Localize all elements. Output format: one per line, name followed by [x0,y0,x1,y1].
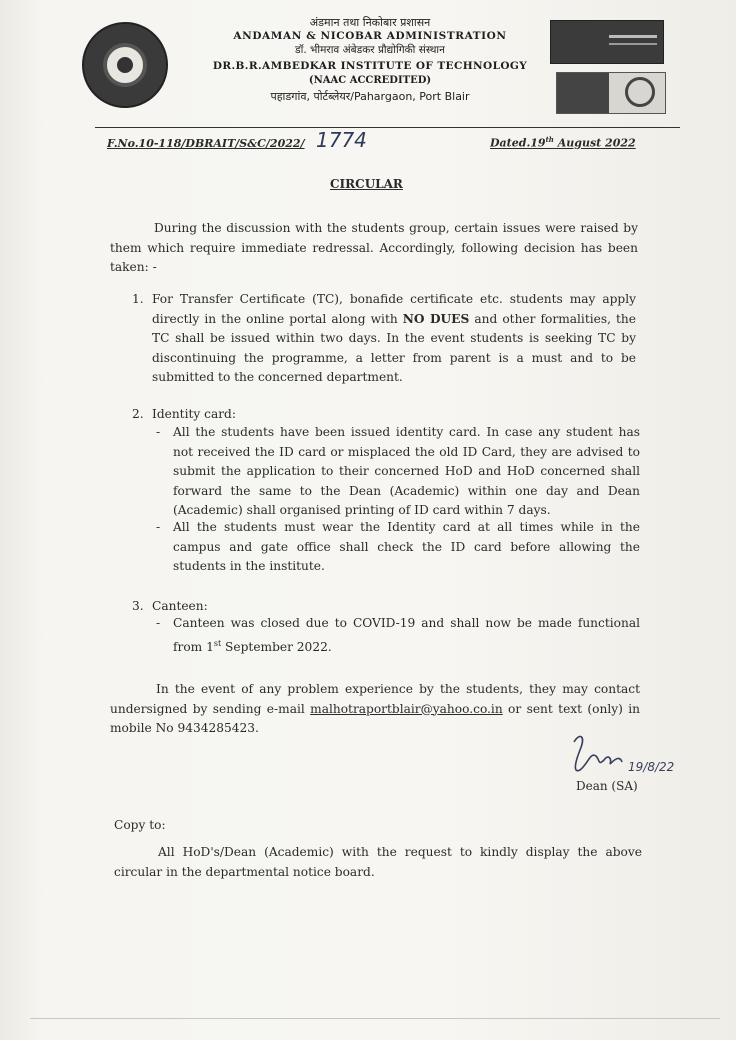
page-fold-line [30,1018,720,1019]
sub-item-text: Canteen was closed due to COVID-19 and shall now be made functional from 1st September 2022. [173,616,640,654]
copy-to-paragraph: All HoD's/Dean (Academic) with the request to kindly display the above circular in the departmental notice board. [114,845,642,879]
sub-item-text: All the students have been issued identity card. In case any student has not received the ID card or misplaced the old ID Card, they are advised to submit the application to their concerned HoD and HoD concerned shall forward the same to the Dean (Academic) within one day and Dean (Academic) shall organised printing of ID card within 7 days. [173,425,640,517]
copy-to-label: Copy to: [114,818,166,832]
sub-item-text: All the students must wear the Identity card at all times while in the campus and gate office shall check the ID card before allowing the students in the institute. [173,520,640,573]
file-number: F.No.10-118/DBRAIT/S&C/2022/ [107,137,305,150]
certification-seal [556,72,666,114]
signatory-designation: Dean (SA) [576,779,638,793]
item-number: 2. [132,407,144,421]
handwritten-dispatch-number: 1774 [316,128,367,152]
list-item [132,290,640,386]
header-divider [95,127,680,128]
contact-paragraph: In the event of any problem experience by the students, they may contact undersigned by sending e-mail malhotraportblair@yahoo.co.in or sent text (only) in mobile No 9434285423. [110,682,641,735]
item-heading: Identity card: [152,407,236,421]
intro-paragraph: During the discussion with the students group, certain issues were raised by them which require immediate redressal. Accordingly, following decision has been taken: - [110,221,638,274]
header-hindi-institute: डॉ. भीमराव अंबेडकर प्रौद्योगिकी संस्थान [295,44,445,56]
no-dues-emphasis: NO DUES [402,311,470,326]
header-accreditation: (NAAC ACCREDITED) [308,75,432,86]
header-hindi-administration: अंडमान तथा निकोबार प्रशासन [309,16,431,29]
header-institute-name: DR.B.R.AMBEDKAR INSTITUTE OF TECHNOLOGY [212,60,528,72]
signature-date: 19/8/22 [628,760,675,774]
institute-logo [82,22,168,108]
header-administration: ANDAMAN & NICOBAR ADMINISTRATION [233,30,507,42]
sub-list-item: - All the students have been issued identity card. In case any student has not received the ID card or misplaced the old ID Card, they are advised to submit the application to their concerned HoD and HoD concerned shall forward the same to the Dean (Academic) within one day and Dean (Academic) shall organised printing of ID card within 7 days. [156,423,640,521]
circular-title: CIRCULAR [330,177,403,191]
anniversary-logo [550,20,664,64]
item-text: For Transfer Certificate (TC), bonafide certificate etc. students may apply directly in the online portal along with NO DUES and other formalities, the TC shall be issued within two days. In the event students is seeking TC by discontinuing the programme, a letter from parent is a must and to be submitted to the concerned department. [152,292,636,384]
header-address: पहाडगांव, पोर्टब्लेयर/Pahargaon, Port Blair [270,90,470,103]
item-heading: Canteen: [152,599,208,613]
list-item [132,405,640,425]
sub-list-item: - Canteen was closed due to COVID-19 and shall now be made functional from 1st September 2022. [156,614,640,654]
item-number: 1. [132,292,144,306]
sub-list-item: - All the students must wear the Identity card at all times while in the campus and gate office shall check the ID card before allowing the students in the institute. [156,518,640,578]
contact-email[interactable]: malhotraportblair@yahoo.co.in [310,701,503,716]
circular-date: Dated.19th August 2022 [490,135,636,150]
item-number: 3. [132,599,144,613]
